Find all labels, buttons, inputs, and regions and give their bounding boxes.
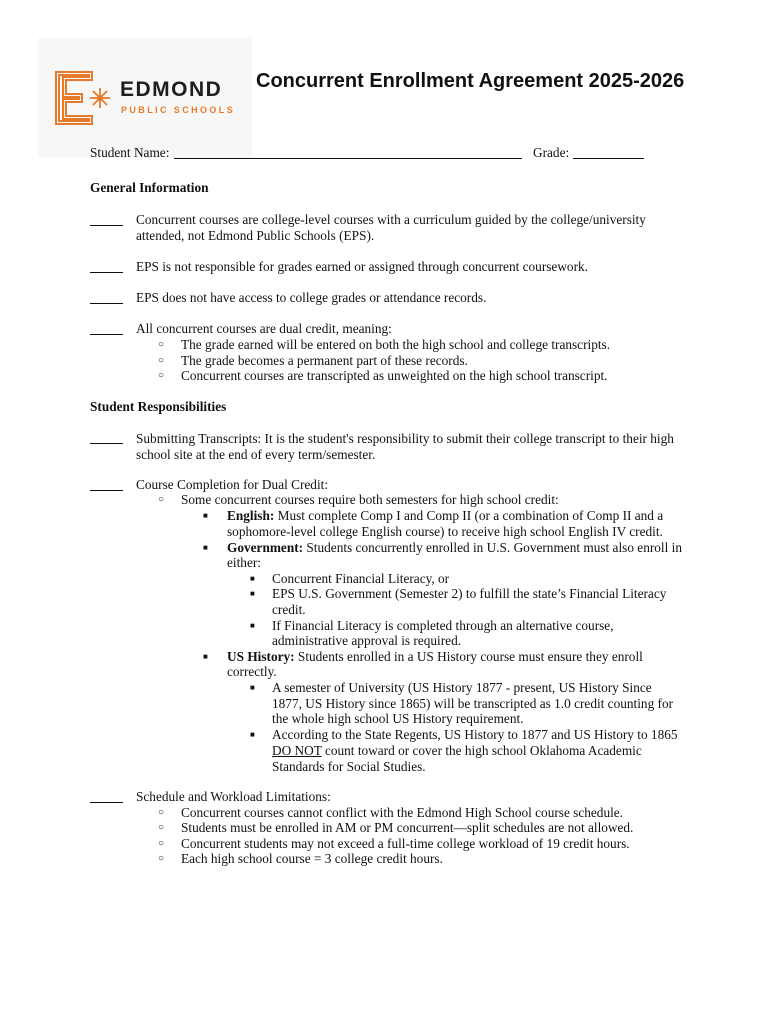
circle-bullet-icon: ○	[158, 807, 165, 818]
circle-bullet-icon: ○	[158, 838, 165, 849]
history-text-1: Students enrolled in a US History course must ensure they enroll	[297, 649, 643, 664]
initial-field-general-1[interactable]	[90, 225, 123, 226]
general-item-1-line-1: Concurrent courses are college-level courses with a curriculum guided by the college/university	[136, 212, 646, 227]
government-item-3-line-1: If Financial Literacy is completed through an alternative course,	[272, 618, 614, 633]
grade-label: Grade:	[533, 145, 570, 160]
initial-field-general-2[interactable]	[90, 272, 123, 273]
transcripts-line-2: school site at the end of every term/semester.	[136, 447, 376, 462]
government-label: Government:	[227, 540, 304, 555]
government-line-1	[227, 540, 682, 556]
history-line-1	[227, 649, 643, 665]
general-item-3: EPS does not have access to college grades or attendance records.	[136, 290, 487, 305]
circle-bullet-icon: ○	[158, 822, 165, 833]
logo-subtitle: PUBLIC SCHOOLS	[121, 105, 236, 115]
student-name-label: Student Name:	[90, 145, 170, 160]
square-bullet-icon: ■	[250, 683, 255, 692]
history-item-2-line-1: According to the State Regents, US History to 1877 and US History to 1865	[272, 727, 678, 742]
general-information-heading: General Information	[90, 180, 209, 195]
general-item-2: EPS is not responsible for grades earned or assigned through concurrent coursework.	[136, 259, 588, 274]
history-item-2-line-3: Standards for Social Studies.	[272, 759, 426, 774]
history-item-2-line-2	[272, 743, 642, 759]
circle-bullet-icon: ○	[158, 853, 165, 864]
square-bullet-icon: ■	[203, 511, 208, 520]
initial-field-schedule[interactable]	[90, 802, 123, 803]
history-item-1-line-3: the whole high school US History requirement.	[272, 711, 524, 726]
schedule-heading: Schedule and Workload Limitations:	[136, 789, 331, 804]
transcripts-line-1: Submitting Transcripts: It is the student's responsibility to submit their college transcript to their high	[136, 431, 674, 446]
square-bullet-icon: ■	[250, 589, 255, 598]
english-text-1: Must complete Comp I and Comp II (or a combination of Comp II and a	[277, 508, 664, 523]
government-text-1: Students concurrently enrolled in U.S. Government must also enroll in	[306, 540, 682, 555]
history-item-1-line-2: 1877, US History since 1865) will be transcripted as 1.0 credit counting for	[272, 696, 674, 711]
circle-bullet-icon: ○	[158, 370, 165, 381]
english-label: English:	[227, 508, 275, 523]
english-line-1	[227, 508, 663, 524]
government-item-3-line-2: administrative approval is required.	[272, 633, 462, 648]
government-item-2-line-1: EPS U.S. Government (Semester 2) to fulfill the state’s Financial Literacy	[272, 586, 667, 601]
square-bullet-icon: ■	[203, 543, 208, 552]
dual-credit-bullet-2: The grade becomes a permanent part of these records.	[181, 353, 468, 368]
general-item-1-line-2: attended, not Edmond Public Schools (EPS).	[136, 228, 375, 243]
government-item-2-line-2: credit.	[272, 602, 306, 617]
history-line-2: correctly.	[227, 664, 277, 679]
history-label: US History:	[227, 649, 295, 664]
square-bullet-icon: ■	[250, 730, 255, 739]
initial-field-general-4[interactable]	[90, 334, 123, 335]
course-completion-heading: Course Completion for Dual Credit:	[136, 477, 329, 492]
grade-field[interactable]	[573, 158, 644, 159]
schedule-item-2: Students must be enrolled in AM or PM concurrent—split schedules are not allowed.	[181, 820, 634, 835]
history-item-1-line-1: A semester of University (US History 1877 - present, US History Since	[272, 680, 652, 695]
dual-credit-bullet-1: The grade earned will be entered on both the high school and college transcripts.	[181, 337, 611, 352]
do-not-emphasis: DO NOT	[272, 743, 322, 758]
document-title: Concurrent Enrollment Agreement 2025-2026	[256, 70, 685, 92]
square-bullet-icon: ■	[250, 621, 255, 630]
general-item-4: All concurrent courses are dual credit, meaning:	[136, 321, 392, 336]
student-name-field[interactable]	[174, 158, 522, 159]
government-line-2: either:	[227, 555, 261, 570]
schedule-item-3: Concurrent students may not exceed a full-time college workload of 19 credit hours.	[181, 836, 630, 851]
student-responsibilities-heading: Student Responsibilities	[90, 399, 227, 414]
initial-field-course-completion[interactable]	[90, 490, 123, 491]
dual-credit-bullet-3: Concurrent courses are transcripted as unweighted on the high school transcript.	[181, 368, 608, 383]
course-completion-sub: Some concurrent courses require both semesters for high school credit:	[181, 492, 559, 507]
initial-field-transcripts[interactable]	[90, 443, 123, 444]
logo-name: EDMOND	[120, 78, 223, 101]
schedule-item-4: Each high school course = 3 college credit hours.	[181, 851, 443, 866]
square-bullet-icon: ■	[203, 652, 208, 661]
circle-bullet-icon: ○	[158, 494, 165, 505]
government-item-1: Concurrent Financial Literacy, or	[272, 571, 450, 586]
square-bullet-icon: ■	[250, 574, 255, 583]
circle-bullet-icon: ○	[158, 355, 165, 366]
circle-bullet-icon: ○	[158, 339, 165, 350]
edmond-e-logo-icon	[54, 70, 116, 126]
schedule-item-1: Concurrent courses cannot conflict with the Edmond High School course schedule.	[181, 805, 624, 820]
history-item-2-line-2-rest: count toward or cover the high school Oklahoma Academic	[321, 743, 642, 758]
initial-field-general-3[interactable]	[90, 303, 123, 304]
english-line-2: sophomore-level college English course) to receive high school English IV credit.	[227, 524, 663, 539]
